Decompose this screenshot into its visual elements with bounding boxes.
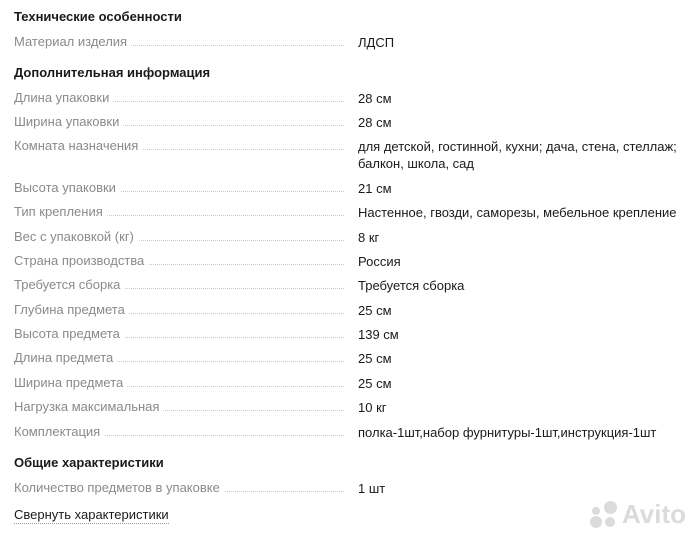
spec-value: 28 см xyxy=(358,91,392,106)
spec-label: Высота упаковки xyxy=(14,180,120,195)
section-title-additional: Дополнительная информация xyxy=(14,65,211,80)
spec-label: Длина предмета xyxy=(14,350,117,365)
spec-value: 139 см xyxy=(358,327,399,342)
spec-value: 21 см xyxy=(358,181,392,196)
section-title-general: Общие характеристики xyxy=(14,455,164,470)
spec-label: Страна производства xyxy=(14,253,148,268)
spec-value: Настенное, гвозди, саморезы, мебельное крепление xyxy=(358,205,677,220)
avito-watermark xyxy=(590,499,686,530)
spec-label: Материал изделия xyxy=(14,34,131,49)
spec-label: Требуется сборка xyxy=(14,277,124,292)
spec-label: Вес с упаковкой (кг) xyxy=(14,229,138,244)
spec-label: Комната назначения xyxy=(14,138,142,153)
spec-label: Глубина предмета xyxy=(14,302,129,317)
spec-value: 1 шт xyxy=(358,481,386,496)
spec-value: 10 кг xyxy=(358,400,387,415)
spec-label: Нагрузка максимальная xyxy=(14,399,163,414)
collapse-characteristics-link[interactable]: Свернуть характеристики xyxy=(14,507,169,522)
spec-value: ЛДСП xyxy=(358,35,395,50)
avito-logo-icon xyxy=(590,501,618,529)
spec-label: Высота предмета xyxy=(14,326,124,341)
avito-watermark-text: Avito xyxy=(622,499,687,529)
spec-value: 25 см xyxy=(358,351,392,366)
spec-label: Количество предметов в упаковке xyxy=(14,480,224,495)
spec-value: 28 см xyxy=(358,115,392,130)
spec-value: 25 см xyxy=(358,303,392,318)
spec-value: полка-1шт,набор фурнитуры-1шт,инструкция-1шт xyxy=(358,425,657,440)
section-title-technical: Технические особенности xyxy=(14,9,182,24)
spec-label: Ширина предмета xyxy=(14,375,127,390)
spec-label: Ширина упаковки xyxy=(14,114,123,129)
spec-label: Длина упаковки xyxy=(14,90,113,105)
spec-value: Россия xyxy=(358,254,401,269)
spec-value: для детской, гостинной, кухни; дача, стена, стеллаж; балкон, школа, сад xyxy=(358,139,677,171)
spec-label: Комплектация xyxy=(14,424,104,439)
spec-value: 25 см xyxy=(358,376,392,391)
spec-value: Требуется сборка xyxy=(358,278,465,293)
spec-value: 8 кг xyxy=(358,230,380,245)
spec-label: Тип крепления xyxy=(14,204,107,219)
